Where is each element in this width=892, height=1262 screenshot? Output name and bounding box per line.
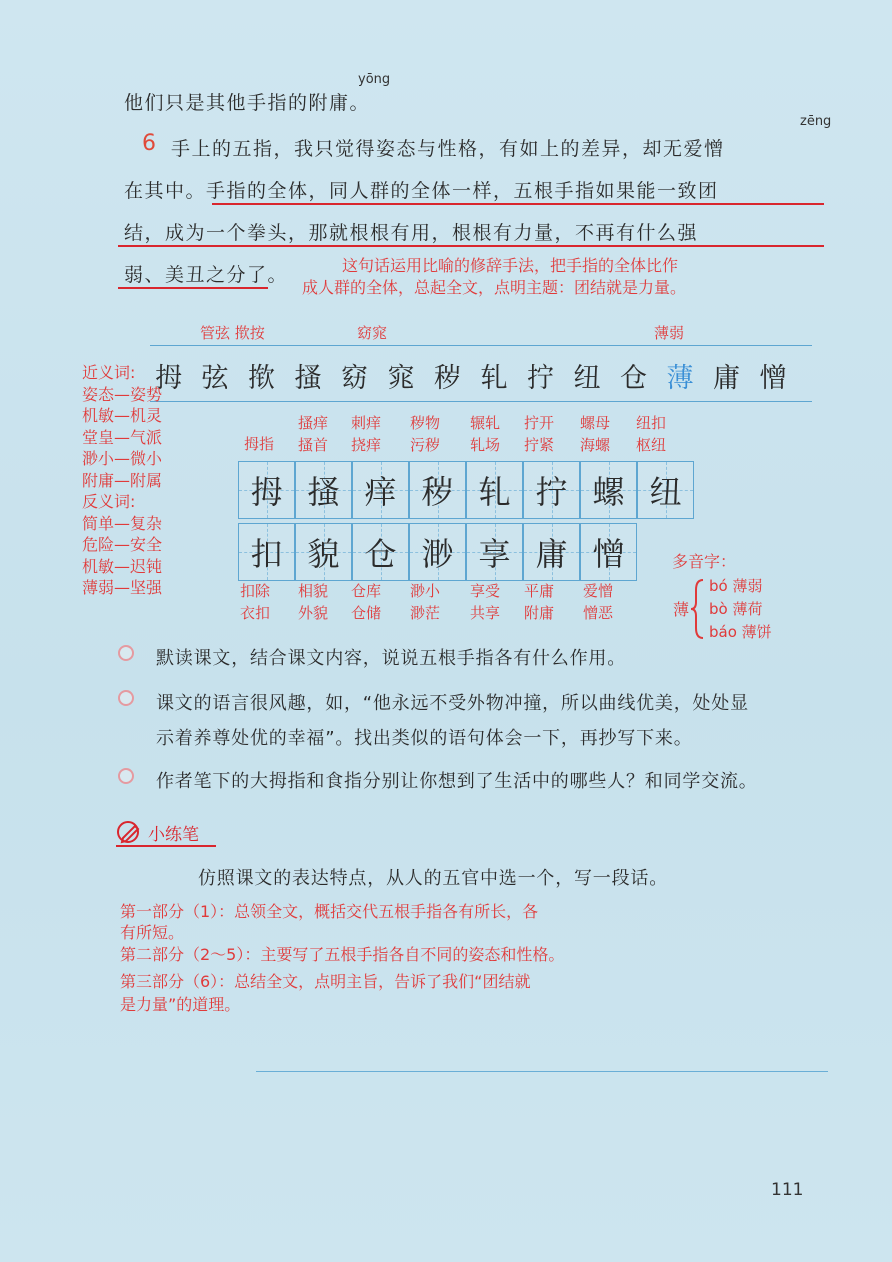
vocab-word: 污秽 bbox=[410, 436, 441, 454]
grid-char: 扣 bbox=[250, 535, 283, 573]
underline-3 bbox=[118, 287, 268, 289]
gloss-yaotiao: 窈窕 bbox=[357, 324, 388, 342]
structure-2: 第二部分（2～5）：主要写了五根手指各自不同的姿态和性格。 bbox=[120, 945, 565, 964]
structure-1-line-2: 有所短。 bbox=[120, 923, 185, 942]
vocab-word: 衣扣 bbox=[240, 604, 271, 622]
pencil-icon bbox=[116, 818, 144, 846]
polyphone-reading-3: báo 薄饼 bbox=[709, 623, 772, 641]
vocab-word: 拧开 bbox=[524, 414, 555, 432]
structure-1-line-1: 第一部分（1）：总领全文，概括交代五根手指各有所长，各 bbox=[120, 902, 539, 921]
reading-char: 仓 bbox=[620, 363, 647, 394]
vocab-word: 渺茫 bbox=[410, 604, 441, 622]
underline-2 bbox=[118, 245, 824, 247]
side-note-item: 简单—复杂 bbox=[82, 513, 163, 533]
grid-char: 拇 bbox=[250, 473, 283, 511]
grid-char: 渺 bbox=[421, 535, 454, 573]
vocab-word: 枢纽 bbox=[636, 436, 667, 454]
structure-3-line-1: 第三部分（6）：总结全文，点明主旨，告诉了我们“团结就 bbox=[120, 972, 531, 991]
vocab-word: 轧场 bbox=[470, 436, 501, 454]
vocab-word: 辗轧 bbox=[470, 414, 501, 432]
grid-cell bbox=[580, 523, 637, 581]
structure-3-line-2: 是力量”的道理。 bbox=[120, 995, 241, 1014]
grid-cell bbox=[409, 461, 466, 519]
vocab-word: 附庸 bbox=[524, 604, 555, 622]
reading-characters-row bbox=[155, 356, 815, 396]
page-number: 111 bbox=[771, 1180, 804, 1200]
pinyin-zeng: zēng bbox=[800, 114, 832, 129]
grid-char: 享 bbox=[478, 535, 511, 573]
grid-cell bbox=[523, 523, 580, 581]
practice-heading: 小练笔 bbox=[148, 825, 199, 845]
grid-char: 貌 bbox=[307, 535, 340, 573]
grid-cell bbox=[580, 461, 637, 519]
reading-char: 纽 bbox=[573, 363, 601, 394]
grid-char: 痒 bbox=[364, 473, 397, 511]
vocab-word: 搔痒 bbox=[298, 414, 329, 432]
side-note-item: 近义词: bbox=[82, 363, 136, 382]
question-2-line-1: 课文的语言很风趣，如，“他永远不受外物冲撞，所以曲线优美，处处显 bbox=[156, 693, 749, 714]
reading-char: 搔 bbox=[294, 363, 322, 394]
writing-line bbox=[256, 1071, 828, 1072]
writing-grid bbox=[238, 461, 694, 585]
gloss-boruo: 薄弱 bbox=[654, 324, 685, 342]
grid-char: 纽 bbox=[649, 473, 682, 511]
side-note-item: 堂皇—气派 bbox=[82, 427, 163, 447]
grid-cell bbox=[637, 461, 694, 519]
polyphone-title: 多音字： bbox=[672, 552, 737, 571]
vocab-word: 拧紧 bbox=[524, 436, 555, 454]
side-note-item: 附庸—附属 bbox=[82, 470, 163, 490]
side-notes bbox=[82, 362, 162, 599]
reading-char: 薄 bbox=[666, 363, 694, 394]
reading-char: 轧 bbox=[480, 363, 508, 394]
annotation-line-1: 这句话运用比喻的修辞手法，把手指的全体比作 bbox=[342, 256, 679, 275]
reading-char: 弦 bbox=[201, 363, 229, 394]
vocab-word: 拇指 bbox=[244, 435, 275, 453]
pinyin-yong: yōng bbox=[358, 72, 391, 87]
question-3: 作者笔下的大拇指和食指分别让你想到了生活中的哪些人？和同学交流。 bbox=[156, 771, 758, 792]
paragraph-number: 6 bbox=[142, 131, 156, 156]
reading-char: 窕 bbox=[387, 363, 415, 394]
vocab-word: 共享 bbox=[470, 604, 501, 622]
grid-cell bbox=[352, 523, 409, 581]
vocab-word: 平庸 bbox=[524, 582, 555, 600]
grid-char: 憎 bbox=[592, 535, 625, 573]
text-line-3: 结，成为一个拳头，那就根根有用，根根有力量，不再有什么强 bbox=[124, 222, 699, 244]
vocab-word: 渺小 bbox=[410, 582, 441, 600]
vocab-word: 仓储 bbox=[351, 604, 382, 622]
side-note-item: 渺小—微小 bbox=[82, 449, 163, 468]
grid-cell bbox=[238, 523, 295, 581]
side-note-item: 薄弱—坚强 bbox=[82, 578, 163, 597]
vocab-word: 秽物 bbox=[410, 414, 441, 432]
annotation-line-2: 成人群的全体，总起全文，点明主题：团结就是力量。 bbox=[302, 278, 687, 297]
text-line-0: 他们只是其他手指的附庸。 bbox=[124, 92, 371, 114]
practice-prompt: 仿照课文的表达特点，从人的五官中选一个，写一段话。 bbox=[198, 868, 668, 889]
vocab-word: 外貌 bbox=[298, 604, 329, 622]
reading-char: 拇 bbox=[155, 363, 182, 394]
grid-char: 庸 bbox=[535, 535, 568, 573]
underline-1 bbox=[212, 203, 824, 205]
reading-char: 拧 bbox=[527, 363, 554, 394]
grid-cell bbox=[466, 461, 523, 519]
reading-char: 庸 bbox=[713, 363, 740, 394]
vocab-word: 享受 bbox=[470, 582, 501, 600]
grid-cell bbox=[238, 461, 295, 519]
grid-cell bbox=[409, 523, 466, 581]
text-line-4: 弱、美丑之分了。 bbox=[124, 264, 289, 286]
polyphone-brace bbox=[690, 578, 706, 640]
grid-cell bbox=[466, 523, 523, 581]
vocab-word: 仓库 bbox=[351, 582, 382, 600]
text-line-2: 在其中。手指的全体，同人群的全体一样，五根手指如果能一致团 bbox=[124, 180, 719, 202]
reading-char: 憎 bbox=[759, 363, 787, 394]
row-line-bottom bbox=[150, 401, 812, 402]
vocab-word: 相貌 bbox=[298, 582, 329, 600]
grid-cell bbox=[523, 461, 580, 519]
vocab-word: 搔首 bbox=[298, 436, 329, 454]
question-1: 默读课文，结合课文内容，说说五根手指各有什么作用。 bbox=[156, 648, 626, 669]
grid-cell bbox=[352, 461, 409, 519]
grid-char: 拧 bbox=[535, 473, 568, 511]
grid-char: 搔 bbox=[307, 473, 340, 511]
question-2-icon bbox=[118, 690, 134, 706]
reading-char: 窈 bbox=[341, 363, 368, 394]
grid-char: 仓 bbox=[364, 535, 397, 573]
vocab-word: 纽扣 bbox=[636, 414, 667, 432]
text-line-1: 手上的五指，我只觉得姿态与性格，有如上的差异，却无爱憎 bbox=[171, 138, 725, 160]
polyphone-char: 薄 bbox=[673, 600, 690, 619]
grid-char: 秽 bbox=[421, 473, 454, 511]
side-note-item: 姿态—姿势 bbox=[82, 384, 163, 404]
grid-cell bbox=[295, 461, 352, 519]
vocab-word: 憎恶 bbox=[583, 604, 614, 622]
gloss-guanxian: 管弦 揿按 bbox=[200, 324, 265, 342]
vocab-word: 螺母 bbox=[580, 414, 611, 432]
side-note-item: 机敏—迟钝 bbox=[82, 556, 163, 576]
reading-char: 揿 bbox=[248, 363, 275, 394]
grid-char: 螺 bbox=[592, 473, 625, 511]
question-2-line-2: 示着养尊处优的幸福”。找出类似的语句体会一下，再抄写下来。 bbox=[156, 728, 693, 749]
vocab-word: 刺痒 bbox=[351, 414, 382, 432]
question-3-icon bbox=[118, 768, 134, 784]
vocab-word: 挠痒 bbox=[351, 436, 382, 454]
polyphone-reading-1: bó 薄弱 bbox=[709, 577, 763, 595]
vocab-word: 扣除 bbox=[240, 582, 271, 600]
row-line-top bbox=[150, 345, 812, 346]
grid-char: 轧 bbox=[478, 473, 511, 511]
side-note-item: 反义词: bbox=[82, 492, 136, 511]
reading-char: 秽 bbox=[434, 363, 461, 394]
grid-cell bbox=[295, 523, 352, 581]
question-1-icon bbox=[118, 645, 134, 661]
side-note-item: 机敏—机灵 bbox=[82, 406, 163, 425]
polyphone-reading-2: bò 薄荷 bbox=[709, 600, 763, 618]
side-note-item: 危险—安全 bbox=[82, 535, 163, 554]
vocab-word: 爱憎 bbox=[583, 582, 614, 600]
vocab-word: 海螺 bbox=[580, 436, 611, 454]
practice-heading-underline bbox=[116, 845, 216, 847]
